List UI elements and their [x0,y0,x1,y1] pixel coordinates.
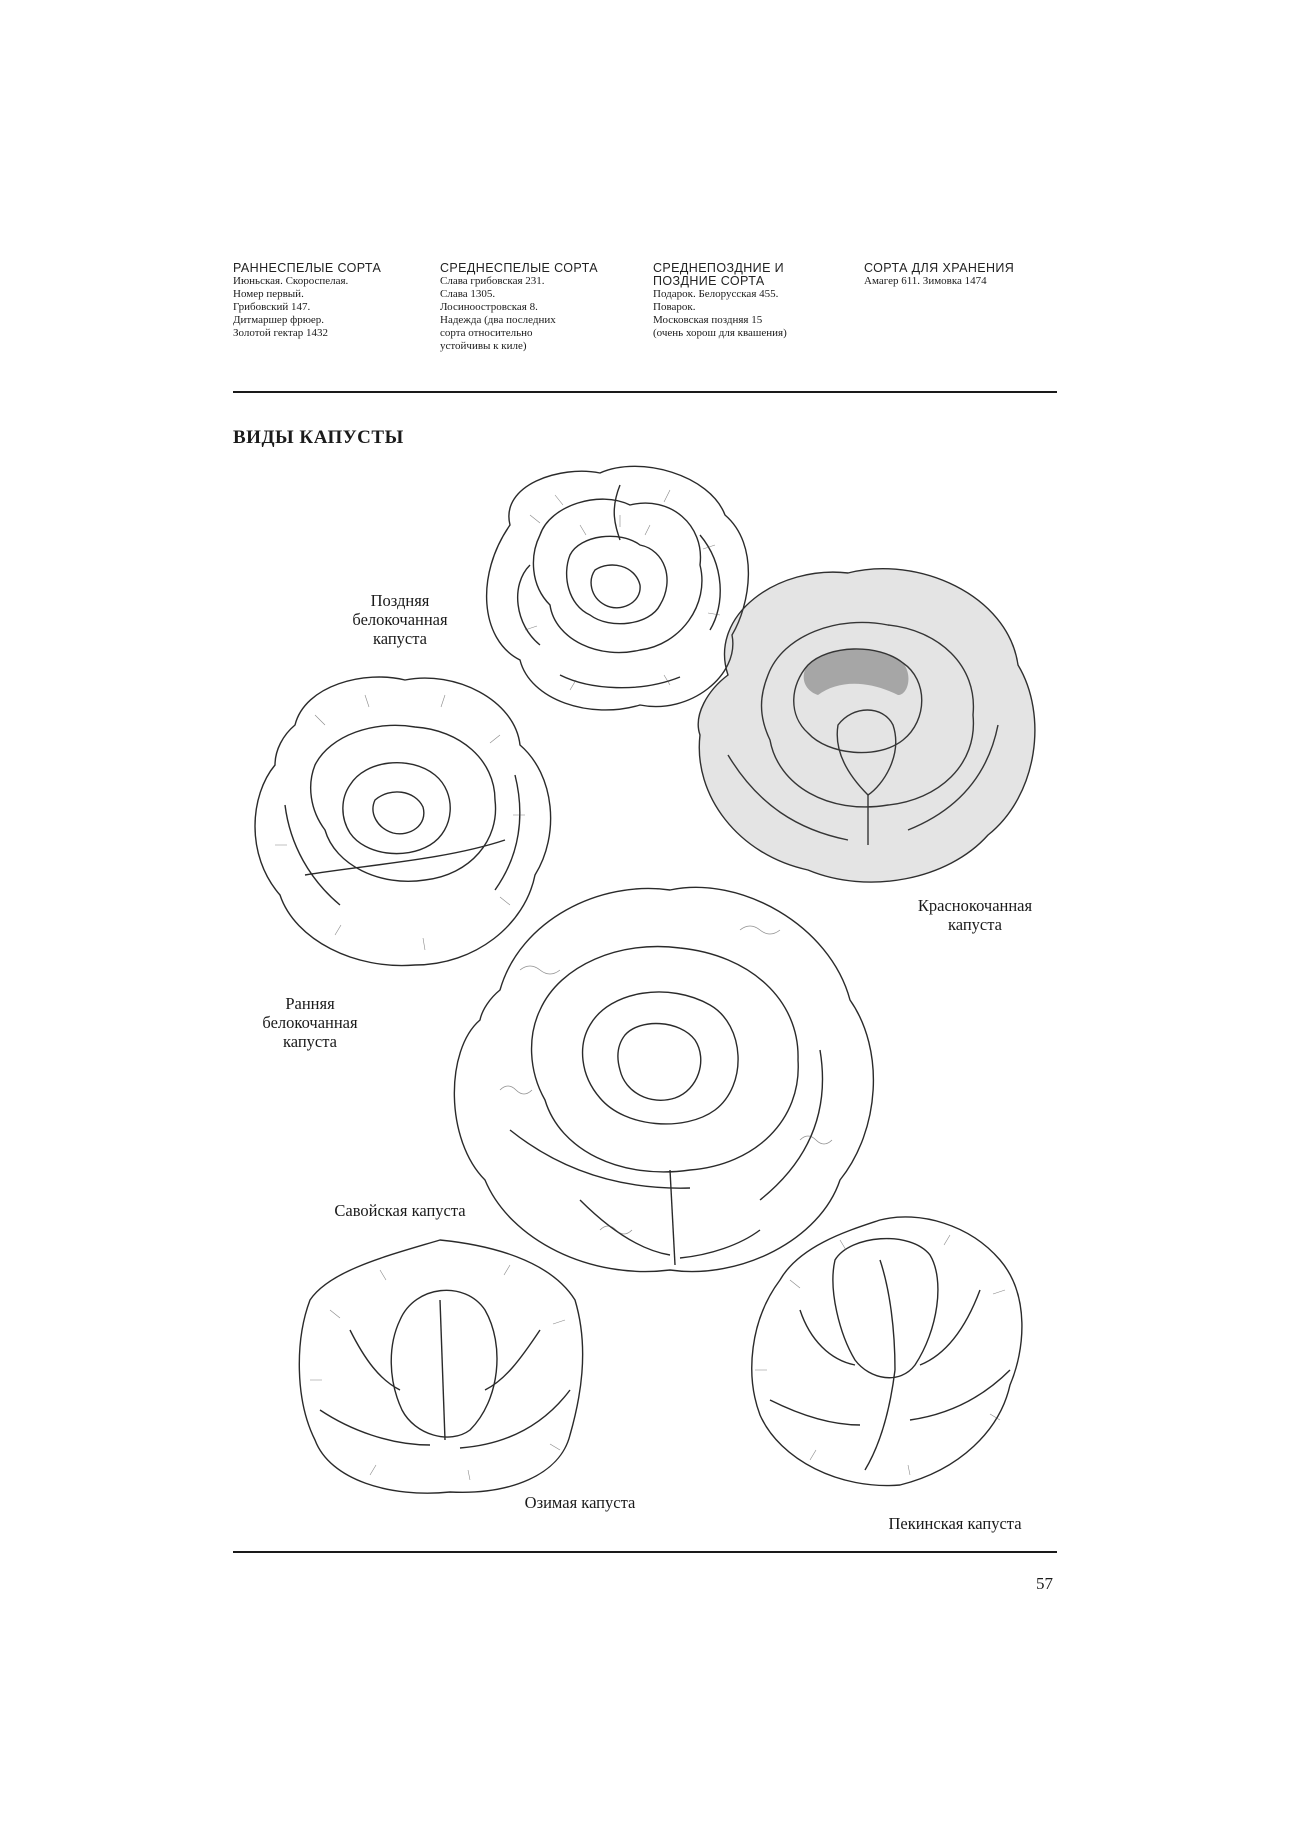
label-line: капуста [372,629,427,648]
bottom-divider [233,1551,1057,1553]
early-white-cabbage-label [225,994,395,1051]
label-line: Поздняя [370,591,430,610]
mid-varieties-heading: СРЕДНЕСПЕЛЫЕ СОРТА [440,261,598,275]
late-varieties-column [653,262,833,340]
storage-varieties-heading: СОРТА ДЛЯ ХРАНЕНИЯ [864,261,1015,275]
label-line: Ранняя [285,994,335,1013]
early-variety-line: Грибовский 147. [233,301,311,313]
storage-variety-line: Амагер 611. Зимовка 1474 [864,275,987,287]
mid-variety-line: Слава 1305. [440,288,496,300]
red-cabbage-label [890,896,1060,934]
late-variety-line: Московская поздняя 15 [653,314,763,326]
label-line: капуста [947,915,1002,934]
label-line: Краснокочанная [917,896,1033,915]
early-varieties-column [233,262,413,340]
top-divider [233,391,1057,393]
label-line: капуста [282,1032,337,1051]
label-line: Пекинская капуста [888,1514,1022,1533]
winter-cabbage-label [495,1493,665,1512]
late-varieties-heading: ПОЗДНИЕ СОРТА [653,274,765,288]
label-line: белокочанная [352,610,448,629]
mid-variety-line: Слава грибовская 231. [440,275,545,287]
label-line: Озимая капуста [524,1493,636,1512]
mid-varieties-column [440,262,620,353]
early-variety-line: Июньская. Скороспелая. [233,275,349,287]
page-number: 57 [1036,1574,1053,1593]
label-line: Савойская капуста [334,1201,466,1220]
savoy-cabbage-label [300,1201,500,1220]
early-variety-line: Золотой гектар 1432 [233,327,329,339]
peking-cabbage-label [860,1514,1050,1533]
early-variety-line: Дитмаршер фрюер. [233,314,325,326]
late-variety-line: Поварок. [653,301,696,313]
late-variety-line: Подарок. Белорусская 455. [653,288,779,300]
section-title: ВИДЫ КАПУСТЫ [233,427,404,448]
label-line: белокочанная [262,1013,358,1032]
storage-varieties-column [864,262,1044,288]
red-cabbage-illustration [688,555,1043,890]
peking-cabbage-illustration [740,1200,1040,1500]
late-variety-line: (очень хорош для квашения) [653,327,787,339]
mid-variety-line: Лосиноостровская 8. [440,301,538,313]
late-white-cabbage-label [315,591,485,648]
winter-cabbage-illustration [290,1230,600,1500]
mid-variety-line: Надежда (два последних [440,314,556,326]
mid-variety-line: устойчивы к киле) [440,340,527,352]
late-varieties-heading: СРЕДНЕПОЗДНИЕ И [653,261,785,275]
early-variety-line: Номер первый. [233,288,304,300]
mid-variety-line: сорта относительно [440,327,533,339]
early-varieties-heading: РАННЕСПЕЛЫЕ СОРТА [233,261,382,275]
